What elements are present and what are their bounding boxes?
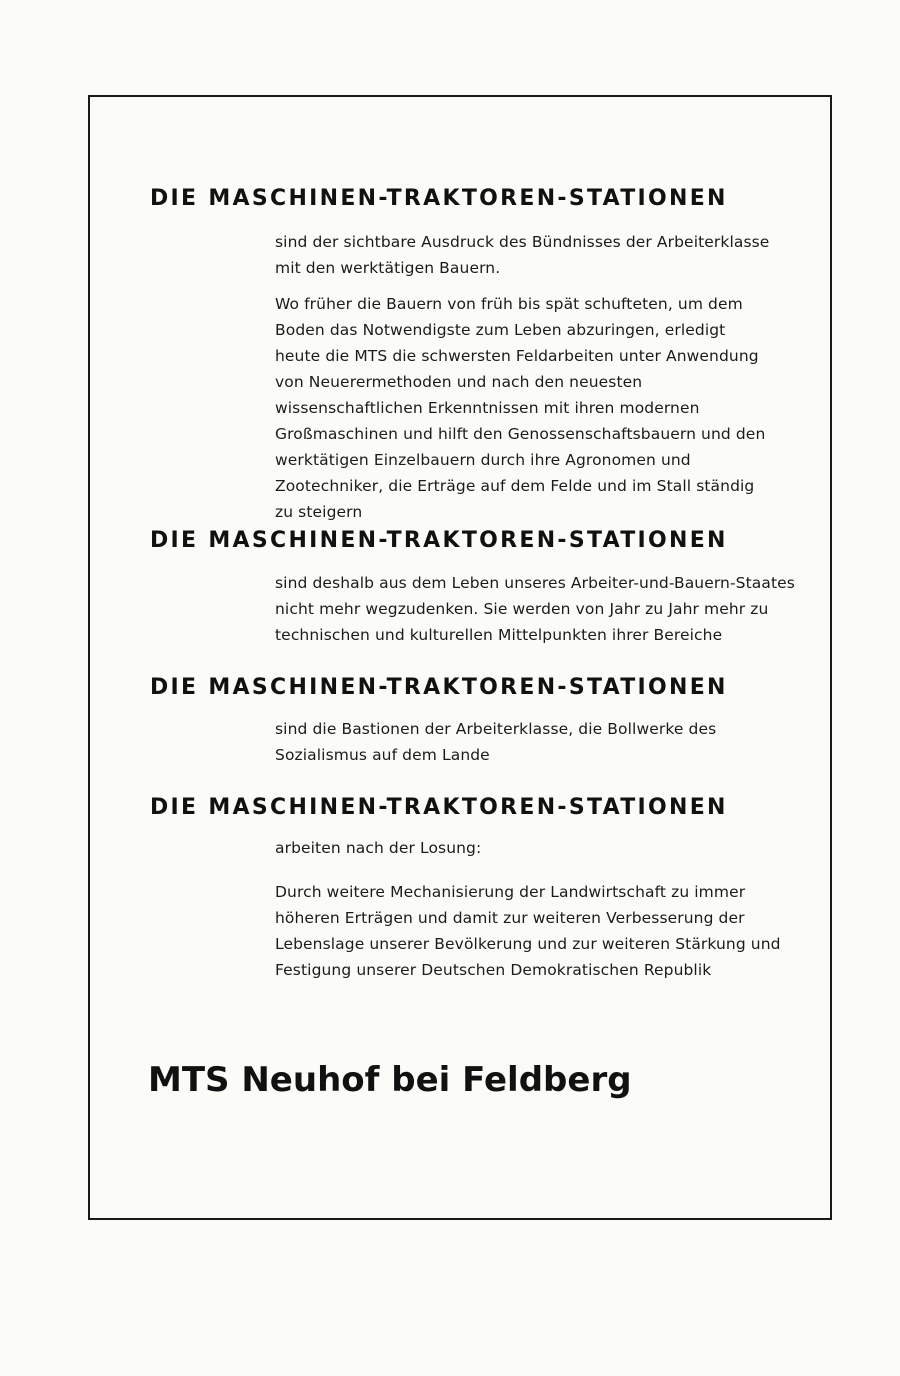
section-1-paragraph-2: Wo früher die Bauern von früh bis spät schufteten, um dem Boden das Notwendigste zum Leben abzuringen, erledigt heute die MTS die schwersten Feldarbeiten unter Anwendung von Neuerermethoden und nach den neuesten wissenschaftlichen Erkenntnissen mit ihren modernen Großmaschinen und hilft den Genossenschaftsbauern und den werktätigen Einzelbauern durch ihre Agronomen und Zootechniker, die Erträge auf dem Felde und im Stall ständig zu steigern [275,295,766,521]
section-1-paragraph-1: sind der sichtbare Ausdruck des Bündnisses der Arbeiterklasse mit den werktätigen Bauern. [275,233,770,277]
section-4-heading: DIE MASCHINEN-TRAKTOREN-STATIONEN [150,795,728,820]
section-4-paragraph-1: arbeiten nach der Losung: [275,839,482,857]
section-2-paragraph-1: sind deshalb aus dem Leben unseres Arbeiter-und-Bauern-Staates nicht mehr wegzudenken. Sie werden von Jahr zu Jahr mehr zu technischen und kulturellen Mittelpunkten ihrer Bereiche [275,574,795,644]
section-1-heading: DIE MASCHINEN-TRAKTOREN-STATIONEN [150,186,728,211]
section-3-heading: DIE MASCHINEN-TRAKTOREN-STATIONEN [150,675,728,700]
section-2-heading: DIE MASCHINEN-TRAKTOREN-STATIONEN [150,528,728,553]
section-4-paragraph-2: Durch weitere Mechanisierung der Landwirtschaft zu immer höheren Erträgen und damit zur weiteren Verbesserung der Lebenslage unserer Bevölkerung und zur weiteren Stärkung und Festigung unserer Deutschen Demokratischen Republik [275,883,781,979]
section-3-paragraph-1: sind die Bastionen der Arbeiterklasse, die Bollwerke des Sozialismus auf dem Lande [275,720,717,764]
footer-title: MTS Neuhof bei Feldberg [148,1060,632,1100]
